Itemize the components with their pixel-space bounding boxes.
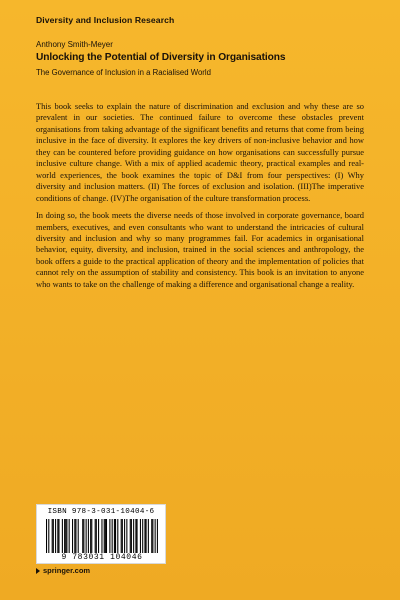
barcode-bar [157, 519, 158, 553]
barcode-bar [142, 519, 143, 553]
barcode-bar [152, 519, 153, 553]
barcode-bar [62, 519, 63, 553]
barcode-digits: 9 783031 104046 [61, 553, 143, 562]
barcode-bar [146, 519, 147, 553]
barcode-bar [112, 519, 113, 553]
barcode-bar [151, 519, 152, 553]
barcode-bar [74, 519, 75, 553]
barcode-bar [82, 519, 83, 553]
barcode-bar [91, 519, 92, 553]
barcode-bar [58, 519, 59, 553]
barcode-bar [48, 519, 49, 553]
barcode-bar [52, 519, 53, 553]
description-paragraph-2: In doing so, the book meets the diverse needs of those involved in corporate governance, board members, executives, and even consultants who want to understand the intricacies of cultural diversity and inclusion and why so many programmes fail. For academics in organisational behavior, equity, diversity, and inclusion, trained in the social sciences and anthropology, the book offers a guide to the practical application of theory and the implementation of policies that cannot rely on the assumption of stability and consistency. This book is an invitation to anyone who wants to take on the challenge of making a difference and organisational change a reality. [36, 210, 364, 289]
description-paragraph-1: This book seeks to explain the nature of discrimination and exclusion and why these are so prevalent in our societies. The continued failure to overcome these obstacles prevent organisations from taking advantage of the significant benefits and returns that come from being inclusive in the face of diversity. It explores the key drivers of non-inclusive behavior and how they can be countered before providing guidance on how organisations can successfully pursue inclusive culture change. With a mix of applied academic theory, practical examples and real-world experiences, the book examines the topic of D&I from four perspectives: (I) Why diversity and inclusion matters. (II) The forces of exclusion and isolation. (III)The imperative conditions of change. (IV)The organisation of the culture transformation process. [36, 101, 364, 203]
barcode-bar [135, 519, 136, 553]
barcode-bar [131, 519, 132, 553]
barcode-bar [140, 519, 141, 553]
barcode-bar [137, 519, 138, 553]
barcode-bar [121, 519, 122, 553]
barcode-bar [117, 519, 118, 553]
barcode-bar [124, 519, 125, 553]
barcode-bar [126, 519, 127, 553]
barcode-bar [101, 519, 102, 553]
barcode-bar [69, 519, 70, 553]
barcode-icon [46, 519, 158, 553]
book-subtitle: The Governance of Inclusion in a Racialised World [36, 68, 211, 77]
barcode-bar [72, 519, 73, 553]
barcode-bar [64, 519, 65, 553]
barcode-bar [98, 519, 99, 553]
barcode-bar [114, 519, 115, 553]
barcode-bar [55, 519, 56, 553]
series-name: Diversity and Inclusion Research [36, 15, 175, 25]
author-name: Anthony Smith-Meyer [36, 40, 113, 49]
barcode-bar [88, 519, 89, 553]
barcode-bar [122, 519, 123, 553]
barcode-bar [130, 519, 131, 553]
barcode-bar [106, 519, 107, 553]
barcode-bar [66, 519, 67, 553]
barcode-bar [105, 519, 106, 553]
barcode-bar [75, 519, 76, 553]
barcode-bar [95, 519, 96, 553]
barcode-bar [53, 519, 54, 553]
barcode-bar [148, 519, 149, 553]
barcode-bar [83, 519, 84, 553]
publisher-url: springer.com [43, 566, 91, 575]
book-title: Unlocking the Potential of Diversity in Organisations [36, 52, 286, 63]
barcode-bar [46, 519, 47, 553]
barcode-bar [90, 519, 91, 553]
publisher-link[interactable] [36, 566, 90, 575]
barcode-bar [115, 519, 116, 553]
barcode-bar [78, 519, 79, 553]
barcode-bar [86, 519, 87, 553]
barcode-bar [133, 519, 134, 553]
barcode-bar [104, 519, 105, 553]
isbn-barcode-box [36, 504, 166, 564]
barcode-bar [144, 519, 145, 553]
arrow-right-icon [36, 568, 40, 574]
barcode-bar [57, 519, 58, 553]
isbn-label: ISBN 978-3-031-10404-6 [47, 508, 155, 516]
barcode-bar [96, 519, 97, 553]
barcode-bar [109, 519, 110, 553]
book-description [36, 101, 364, 296]
barcode-bar [65, 519, 66, 553]
barcode-bar [155, 519, 156, 553]
